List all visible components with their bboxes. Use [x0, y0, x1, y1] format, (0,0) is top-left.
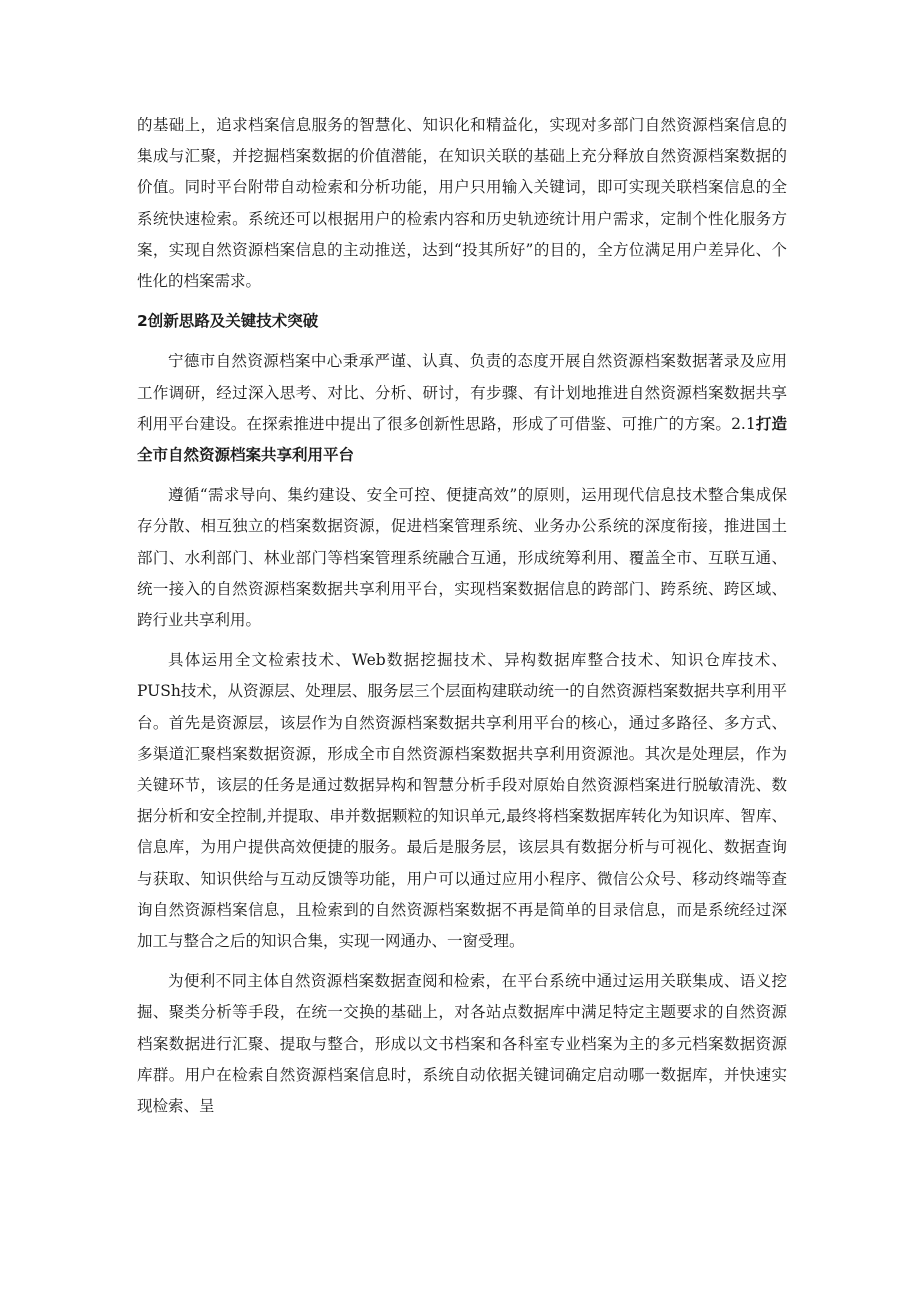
paragraph-principles: 遵循“需求导向、集约建设、安全可控、便捷高效”的原则，运用现代信息技术整合集成保存分散、相互独立的档案数据资源，促进档案管理系统、业务办公系统的深度衔接，推进国土部门、水利部门、林业部门等档案管理系统融合互通，形成统筹利用、覆盖全市、互联互通、统一接入的自然资源档案数据共享利用平台，实现档案数据信息的跨部门、跨系统、跨区域、跨行业共享利用。 [137, 486, 787, 630]
paragraph-section-2-text: 宁德市自然资源档案中心秉承严谨、认真、负责的态度开展自然资源档案数据著录及应用工作调研，经过深入思考、对比、分析、研讨，有步骤、有计划地推进自然资源档案数据共享利用平台建设。在探索推进中提出了很多创新性思路，形成了可借鉴、可推广的方案。2.1 [137, 352, 787, 433]
paragraph-retrieval: 为便利不同主体自然资源档案数据查阅和检索，在平台系统中通过运用关联集成、语义挖掘、聚类分析等手段，在统一交换的基础上，对各站点数据库中满足特定主题要求的自然资源档案数据进行汇聚、提取与整合，形成以文书档案和各科室专业档案为主的多元档案数据资源库群。用户在检索自然资源档案信息时，系统自动依据关键词确定启动哪一数据库，并快速实现检索、呈 [137, 972, 787, 1116]
document-page [137, 110, 787, 1131]
section-heading-2: 2创新思路及关键技术突破 [137, 312, 319, 331]
paragraph-continued: 的基础上，追求档案信息服务的智慧化、知识化和精益化，实现对多部门自然资源档案信息的集成与汇聚，并挖掘档案数据的价值潜能，在知识关联的基础上充分释放自然资源档案数据的价值。同时平台附带自动检索和分析功能，用户只用输入关键词，即可实现关联档案信息的全系统快速检索。系统还可以根据用户的检索内容和历史轨迹统计用户需求，定制个性化服务方案，实现自然资源档案信息的主动推送，达到“投其所好”的目的，全方位满足用户差异化、个性化的档案需求。 [137, 116, 787, 291]
subsection-heading-2-1: 打造全市自然资源档案共享利用平台 [137, 414, 787, 465]
paragraph-technology-layers: 具体运用全文检索技术、Web数据挖掘技术、异构数据库整合技术、知识仓库技术、PUSh技术，从资源层、处理层、服务层三个层面构建联动统一的自然资源档案数据共享利用平台。首先是资源层，该层作为自然资源档案数据共享利用平台的核心，通过多路径、多方式、多渠道汇聚档案数据资源，形成全市自然资源档案数据共享利用资源池。其次是处理层，作为关键环节，该层的任务是通过数据异构和智慧分析手段对原始自然资源档案进行脱敏清洗、数据分析和安全控制,并提取、串并数据颗粒的知识单元,最终将档案数据库转化为知识库、智库、信息库，为用户提供高效便捷的服务。最后是服务层，该层具有数据分析与可视化、数据查询与获取、知识供给与互动反馈等功能，用户可以通过应用小程序、微信公众号、移动终端等查询自然资源档案信息，且检索到的自然资源档案数据不再是简单的目录信息，而是系统经过深加工与整合之后的知识合集，实现一网通办、一窗受理。 [137, 651, 787, 951]
paragraph-section-2-intro [137, 346, 787, 471]
